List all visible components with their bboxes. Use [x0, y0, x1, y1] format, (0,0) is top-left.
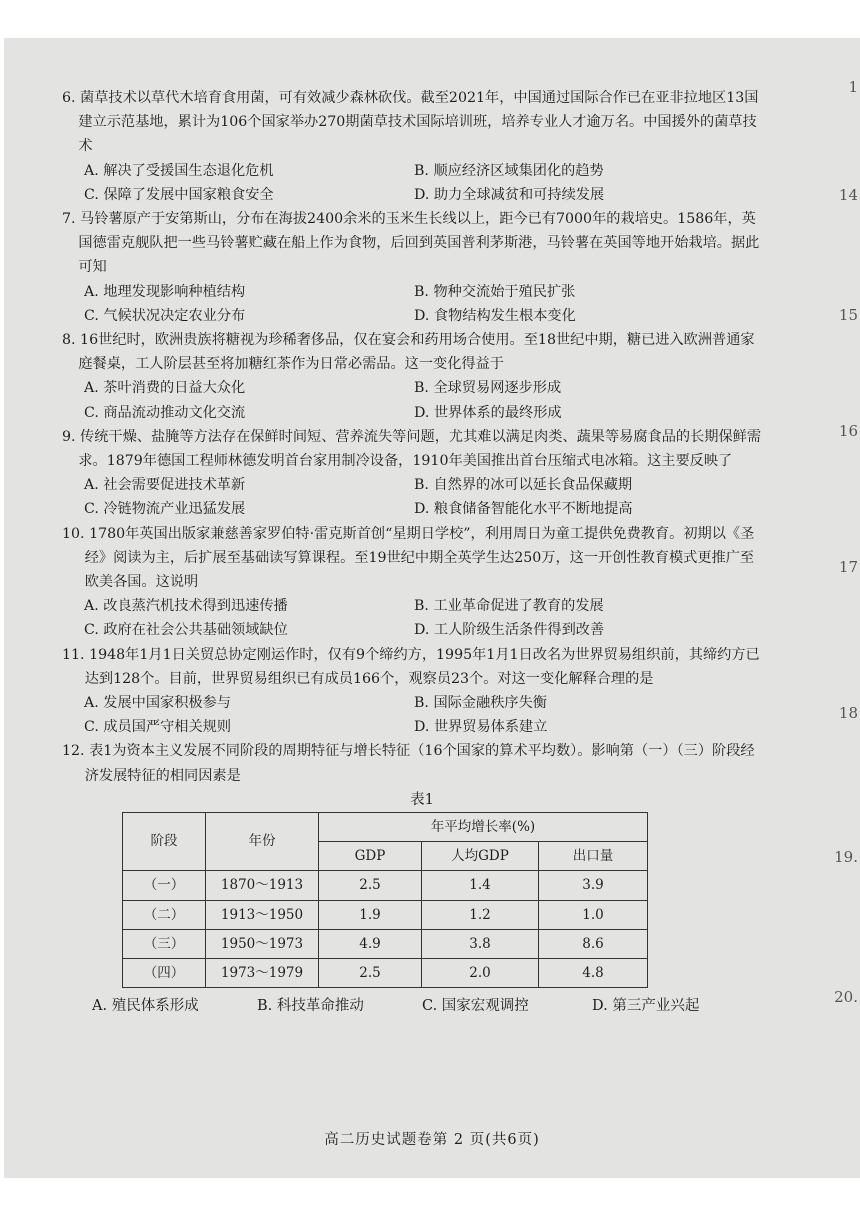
option-b: B. 科技革命推动 [257, 998, 364, 1015]
margin-question-number: 1 [848, 78, 858, 96]
table-row [123, 958, 648, 987]
question-options [62, 159, 762, 207]
header-export: 出口量 [539, 842, 648, 871]
option-b: B. 物种交流始于殖民扩张 [414, 283, 576, 300]
cell-export: 1.0 [539, 900, 648, 929]
cell-gdp: 2.5 [319, 958, 422, 987]
header-per-capita-gdp: 人均GDP [422, 842, 539, 871]
margin-question-number: 15 [838, 306, 858, 324]
option-a: A. 茶叶消费的日益大众化 [84, 380, 246, 397]
question-options [62, 691, 762, 739]
question-options [62, 280, 762, 328]
question-stem: 8. 16世纪时，欧洲贵族将糖视为珍稀奢侈品，仅在宴会和药用场合使用。至18世纪中期，糖已进入欧洲普通家庭餐桌，工人阶层甚至将加糖红茶作为日常必需品。这一变化得益于 [62, 332, 755, 373]
cell-per-capita: 1.2 [422, 900, 539, 929]
question-list [62, 86, 762, 1018]
option-a: A. 地理发现影响种植结构 [84, 283, 246, 300]
header-stage: 阶段 [123, 812, 206, 870]
cell-gdp: 2.5 [319, 871, 422, 900]
question-options [62, 994, 762, 1018]
question-stem: 11. 1948年1月1日关贸总协定刚运作时，仅有9个缔约方，1995年1月1日改名为世界贸易组织前，其缔约方已达到128个。目前，世界贸易组织已有成员166个，观察员23个。对这一变化解释合理的是 [62, 646, 760, 687]
cell-year: 1950～1973 [206, 929, 319, 958]
header-gdp: GDP [319, 842, 422, 871]
question-stem: 10. 1780年英国出版家兼慈善家罗伯特·雷克斯首创“星期日学校”，利用周日为童工提供免费教育。初期以《圣经》阅读为主，后扩展至基础读写算课程。至19世纪中期全英学生达250万，这一开创性教育模式更推广至欧美各国。这说明 [62, 525, 755, 591]
cell-stage: （二） [123, 900, 206, 929]
option-c: C. 气候状况决定农业分布 [84, 307, 246, 324]
margin-question-number: 14 [838, 186, 858, 204]
table-row [123, 871, 648, 900]
option-d: D. 世界贸易体系建立 [414, 719, 548, 736]
option-c: C. 国家宏观调控 [422, 998, 529, 1015]
option-c: C. 保障了发展中国家粮食安全 [84, 186, 274, 203]
option-a: A. 解决了受援国生态退化危机 [84, 162, 274, 179]
cell-gdp: 4.9 [319, 929, 422, 958]
cell-per-capita: 2.0 [422, 958, 539, 987]
option-c: C. 政府在社会公共基础领域缺位 [84, 622, 288, 639]
option-d: D. 世界体系的最终形成 [414, 404, 562, 421]
question-options [62, 473, 762, 521]
cell-gdp: 1.9 [319, 900, 422, 929]
question-11 [62, 643, 762, 740]
option-d: D. 工人阶级生活条件得到改善 [414, 622, 605, 639]
margin-question-number: 20. [834, 988, 858, 1006]
option-b: B. 顺应经济区域集团化的趋势 [414, 162, 604, 179]
option-d: D. 助力全球减贫和可持续发展 [414, 186, 605, 203]
margin-question-number: 18 [838, 704, 858, 722]
cell-export: 8.6 [539, 929, 648, 958]
option-d: D. 第三产业兴起 [592, 998, 700, 1015]
option-d: D. 食物结构发生根本变化 [414, 307, 576, 324]
question-stem: 6. 菌草技术以草代木培育食用菌，可有效减少森林砍伐。截至2021年，中国通过国际合作已在亚非拉地区13国建立示范基地，累计为106个国家举办270期菌草技术国际培训班，培养专业人才逾万名。中国援外的菌草技术 [62, 90, 759, 155]
question-7 [62, 207, 762, 328]
growth-table [122, 812, 648, 988]
question-6 [62, 86, 762, 207]
exam-page [4, 38, 860, 1178]
cell-year: 1973～1979 [206, 958, 319, 987]
page-footer: 高二历史试题卷第 2 页(共6页) [324, 1132, 540, 1148]
option-d: D. 粮食储备智能化水平不断地提高 [414, 501, 633, 518]
header-year: 年份 [206, 812, 319, 870]
header-growth-rate: 年平均增长率(%) [319, 812, 648, 841]
option-b: B. 工业革命促进了教育的发展 [414, 598, 604, 615]
cell-stage: （四） [123, 958, 206, 987]
question-9 [62, 425, 762, 522]
margin-question-number: 16 [838, 422, 858, 440]
cell-per-capita: 1.4 [422, 871, 539, 900]
margin-question-number: 19. [834, 848, 858, 866]
cell-stage: （三） [123, 929, 206, 958]
option-a: A. 殖民体系形成 [92, 998, 199, 1015]
option-a: A. 社会需要促进技术革新 [84, 477, 246, 494]
question-stem: 12. 表1为资本主义发展不同阶段的周期特征与增长特征（16个国家的算术平均数）。影响第（一）（三）阶段经济发展特征的相同因素是 [62, 743, 755, 784]
margin-question-number: 17 [838, 558, 858, 576]
table-row [123, 929, 648, 958]
question-12 [62, 739, 762, 1018]
cell-stage: （一） [123, 871, 206, 900]
cell-export: 3.9 [539, 871, 648, 900]
question-options [62, 594, 762, 642]
table-row [123, 900, 648, 929]
option-c: C. 冷链物流产业迅猛发展 [84, 501, 246, 518]
table-header-row [123, 812, 648, 841]
question-8 [62, 328, 762, 425]
cell-per-capita: 3.8 [422, 929, 539, 958]
cell-year: 1913～1950 [206, 900, 319, 929]
option-c: C. 成员国严守相关规则 [84, 719, 232, 736]
option-b: B. 全球贸易网逐步形成 [414, 380, 562, 397]
option-a: A. 发展中国家积极参与 [84, 695, 231, 712]
question-options [62, 376, 762, 424]
question-stem: 9. 传统干燥、盐腌等方法存在保鲜时间短、营养流失等问题，尤其难以满足肉类、蔬果等易腐食品的长期保鲜需求。1879年德国工程师林德发明首台家用制冷设备，1910年美国推出首台压缩式电冰箱。这主要反映了 [62, 428, 762, 470]
question-stem: 7. 马铃薯原产于安第斯山，分布在海拔2400余米的玉米生长线以上，距今已有7000年的栽培史。1586年，英国德雷克舰队把一些马铃薯贮藏在船上作为食物，后回到英国普利茅斯港，马铃薯在英国等地开始栽培。据此可知 [62, 211, 760, 276]
option-c: C. 商品流动推动文化交流 [84, 404, 246, 421]
option-a: A. 改良蒸汽机技术得到迅速传播 [84, 598, 288, 615]
cell-year: 1870～1913 [206, 871, 319, 900]
question-10 [62, 522, 762, 643]
table-title: 表1 [410, 791, 434, 808]
option-b: B. 自然界的冰可以延长食品保藏期 [414, 477, 633, 494]
cell-export: 4.8 [539, 958, 648, 987]
option-b: B. 国际金融秩序失衡 [414, 695, 547, 712]
